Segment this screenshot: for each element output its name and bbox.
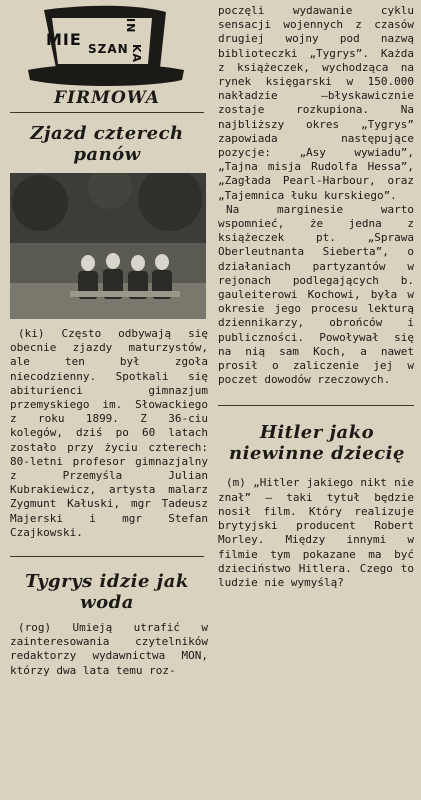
hat-text-in: IN — [124, 18, 137, 34]
left-column — [4, 0, 210, 800]
article2-divider — [218, 405, 414, 406]
right-column — [216, 0, 418, 800]
article2-text-right-p1: poczęli wydawanie cyklu sensacji wojennych z czasów drugiej wojny pod nazwą biblioteczki „Tygrys”. Każda z książeczek, wychodząca na rynek księgarski w 150.000 nakładzie —błyskawicznie zostaje rozkupiona. Na najbliższy okres „Tygrys” zapowiada następujące pozycje: „Asy wywiadu”, „Tajna misja Rudolfa Hessa”, „Zagłada Pearl-Harbour, oraz „Tajemnica łuku kurskiego”. — [218, 4, 414, 202]
hat-letters — [44, 10, 164, 100]
hat-text-szan: SZAN — [88, 42, 129, 56]
article1-title-line2: panów — [73, 144, 141, 165]
article2-text-left: (rog) Umieją utrafić w zainteresowania czytelników redaktorzy wydawnictwa MON, którzy dwa lata temu roz- — [10, 621, 208, 677]
article2-title-line1: Tygrys idzie jak — [25, 571, 189, 593]
hat-text-ka: KA — [130, 44, 143, 64]
article1-divider — [10, 556, 204, 557]
article3-title-line2: niewinne dziecię — [229, 443, 405, 465]
article2-body-left — [10, 621, 208, 678]
photo-art — [10, 173, 206, 319]
article3-body — [218, 476, 414, 590]
column-header — [4, 0, 210, 112]
article3-title — [220, 422, 414, 464]
article3-text: (m) „Hitler jakiego nikt nie znał” — taki tytuł będzie nosił film. Który realizuje brytyjski producent Robert Morley. Między innymi w filmie tym pokazane ma być dzieciństwo Hitlera. Czego to ludzie nie wymyślą? — [218, 476, 414, 589]
article2-body-right — [218, 4, 414, 387]
article1-text: (ki) Często odbywają się obecnie zjazdy maturzystów, ale ten był zgoła niecodzienny. Spotkali się abiturienci gimnazjum przemyskiego im. Słowackiego z roku 1899. Z 36-ciu kolegów, dziś po 60 latach zostało przy życiu czterech: 80-letni profesor gimnazjalny z Przemyśla Julian Kubrakiewicz, artysta malarz Zygmunt Kałuski, mgr Tadeusz Majerski i mgr Stefan Czajkowski. — [10, 327, 208, 539]
article1-title — [8, 123, 206, 165]
hat-text-mie: MIE — [46, 30, 82, 49]
article2-title-line2: woda — [80, 592, 134, 614]
brand-name: FIRMOWA — [54, 88, 160, 108]
group-photo-icon — [10, 173, 206, 319]
article1-title-line1: Zjazd czterech — [30, 123, 184, 144]
header-divider — [10, 112, 204, 113]
article1-body — [10, 327, 208, 540]
article2-text-right-p2: Na marginesie warto wspomnieć, że jedna z książeczek pt. „Sprawa Oberleutnanta Sieberta”, o działaniach partyzantów w rejonach podlegających b. gauleiterowi Kochowi, była w okresie jego procesu lekturą dziennikarzy, obrońców i publiczności. Powoływał się na nią sam Koch, a nawet prosił o zaliczenie jej w poczet dowodów rzeczowych. — [218, 202, 414, 387]
article3-title-line1: Hitler jako — [259, 422, 375, 444]
article2-title — [8, 571, 206, 613]
